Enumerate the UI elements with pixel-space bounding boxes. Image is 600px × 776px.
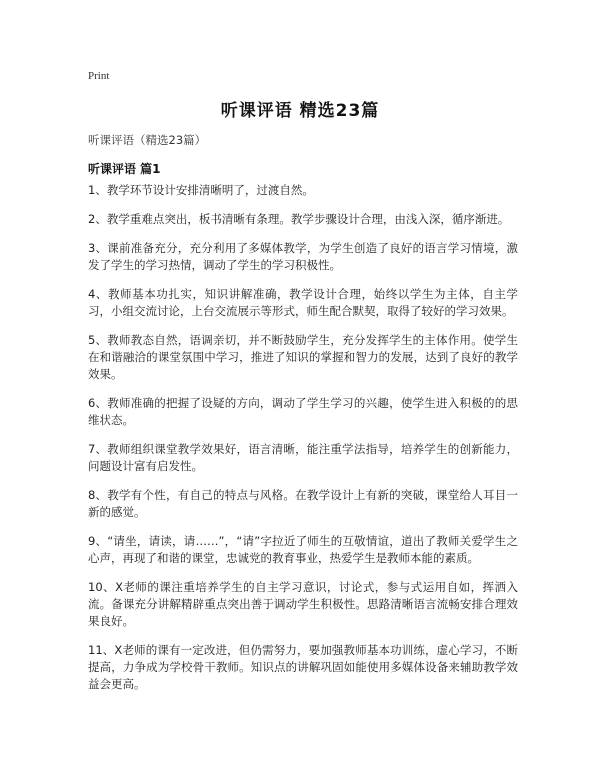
list-item: 8、教学有个性，有自己的特点与风格。在教学设计上有新的突破，课堂给人耳目一新的感觉。	[88, 488, 518, 519]
list-item: 6、教师准确的把握了设疑的方向，调动了学生学习的兴趣，使学生进入积极的的思维状态。	[88, 396, 518, 427]
list-item: 3、课前准备充分，充分利用了多媒体教学，为学生创造了良好的语言学习情境，激发了学生的学习热情，调动了学生的学习积极性。	[88, 241, 518, 272]
list-item: 4、教师基本功扎实，知识讲解准确，教学设计合理，始终以学生为主体，自主学习，小组交流讨论，上台交流展示等形式，师生配合默契，取得了较好的学习效果。	[88, 287, 518, 318]
document-subtitle: 听课评语（精选23篇）	[88, 133, 207, 147]
list-item: 2、教学重难点突出，板书清晰有条理。教学步骤设计合理，由浅入深，循序渐进。	[88, 212, 510, 226]
print-label[interactable]: Print	[88, 70, 110, 82]
list-item: 5、教师教态自然，语调亲切，并不断鼓励学生，充分发挥学生的主体作用。使学生在和谐融洽的课堂氛围中学习，推进了知识的掌握和智力的发展，达到了良好的教学效果。	[88, 333, 518, 381]
list-item: 9、“请坐，请读，请……”，“请”字拉近了师生的互敬情谊，道出了教师关爱学生之心声，再现了和谐的课堂，忠诚党的教育事业，热爱学生是教师本能的素质。	[88, 534, 518, 565]
list-item: 1、教学环节设计安排清晰明了，过渡自然。	[88, 183, 314, 197]
list-item: 10、X老师的课注重培养学生的自主学习意识，讨论式，参与式运用自如，挥洒入流。备课充分讲解精辟重点突出善于调动学生积极性。思路清晰语言流畅安排合理效果良好。	[88, 580, 518, 628]
document-title: 听课评语 精选23篇	[220, 101, 380, 121]
list-item: 7、教师组织课堂教学效果好，语言清晰，能注重学法指导，培养学生的创新能力，问题设计富有启发性。	[88, 442, 518, 473]
section-heading: 听课评语 篇1	[88, 162, 161, 176]
comment-list	[88, 182, 518, 705]
list-item: 11、X老师的课有一定改进，但仍需努力，要加强教师基本功训练，虚心学习，不断提高，力争成为学校骨干教师。知识点的讲解巩固如能使用多媒体设备来辅助教学效益会更高。	[88, 643, 518, 691]
